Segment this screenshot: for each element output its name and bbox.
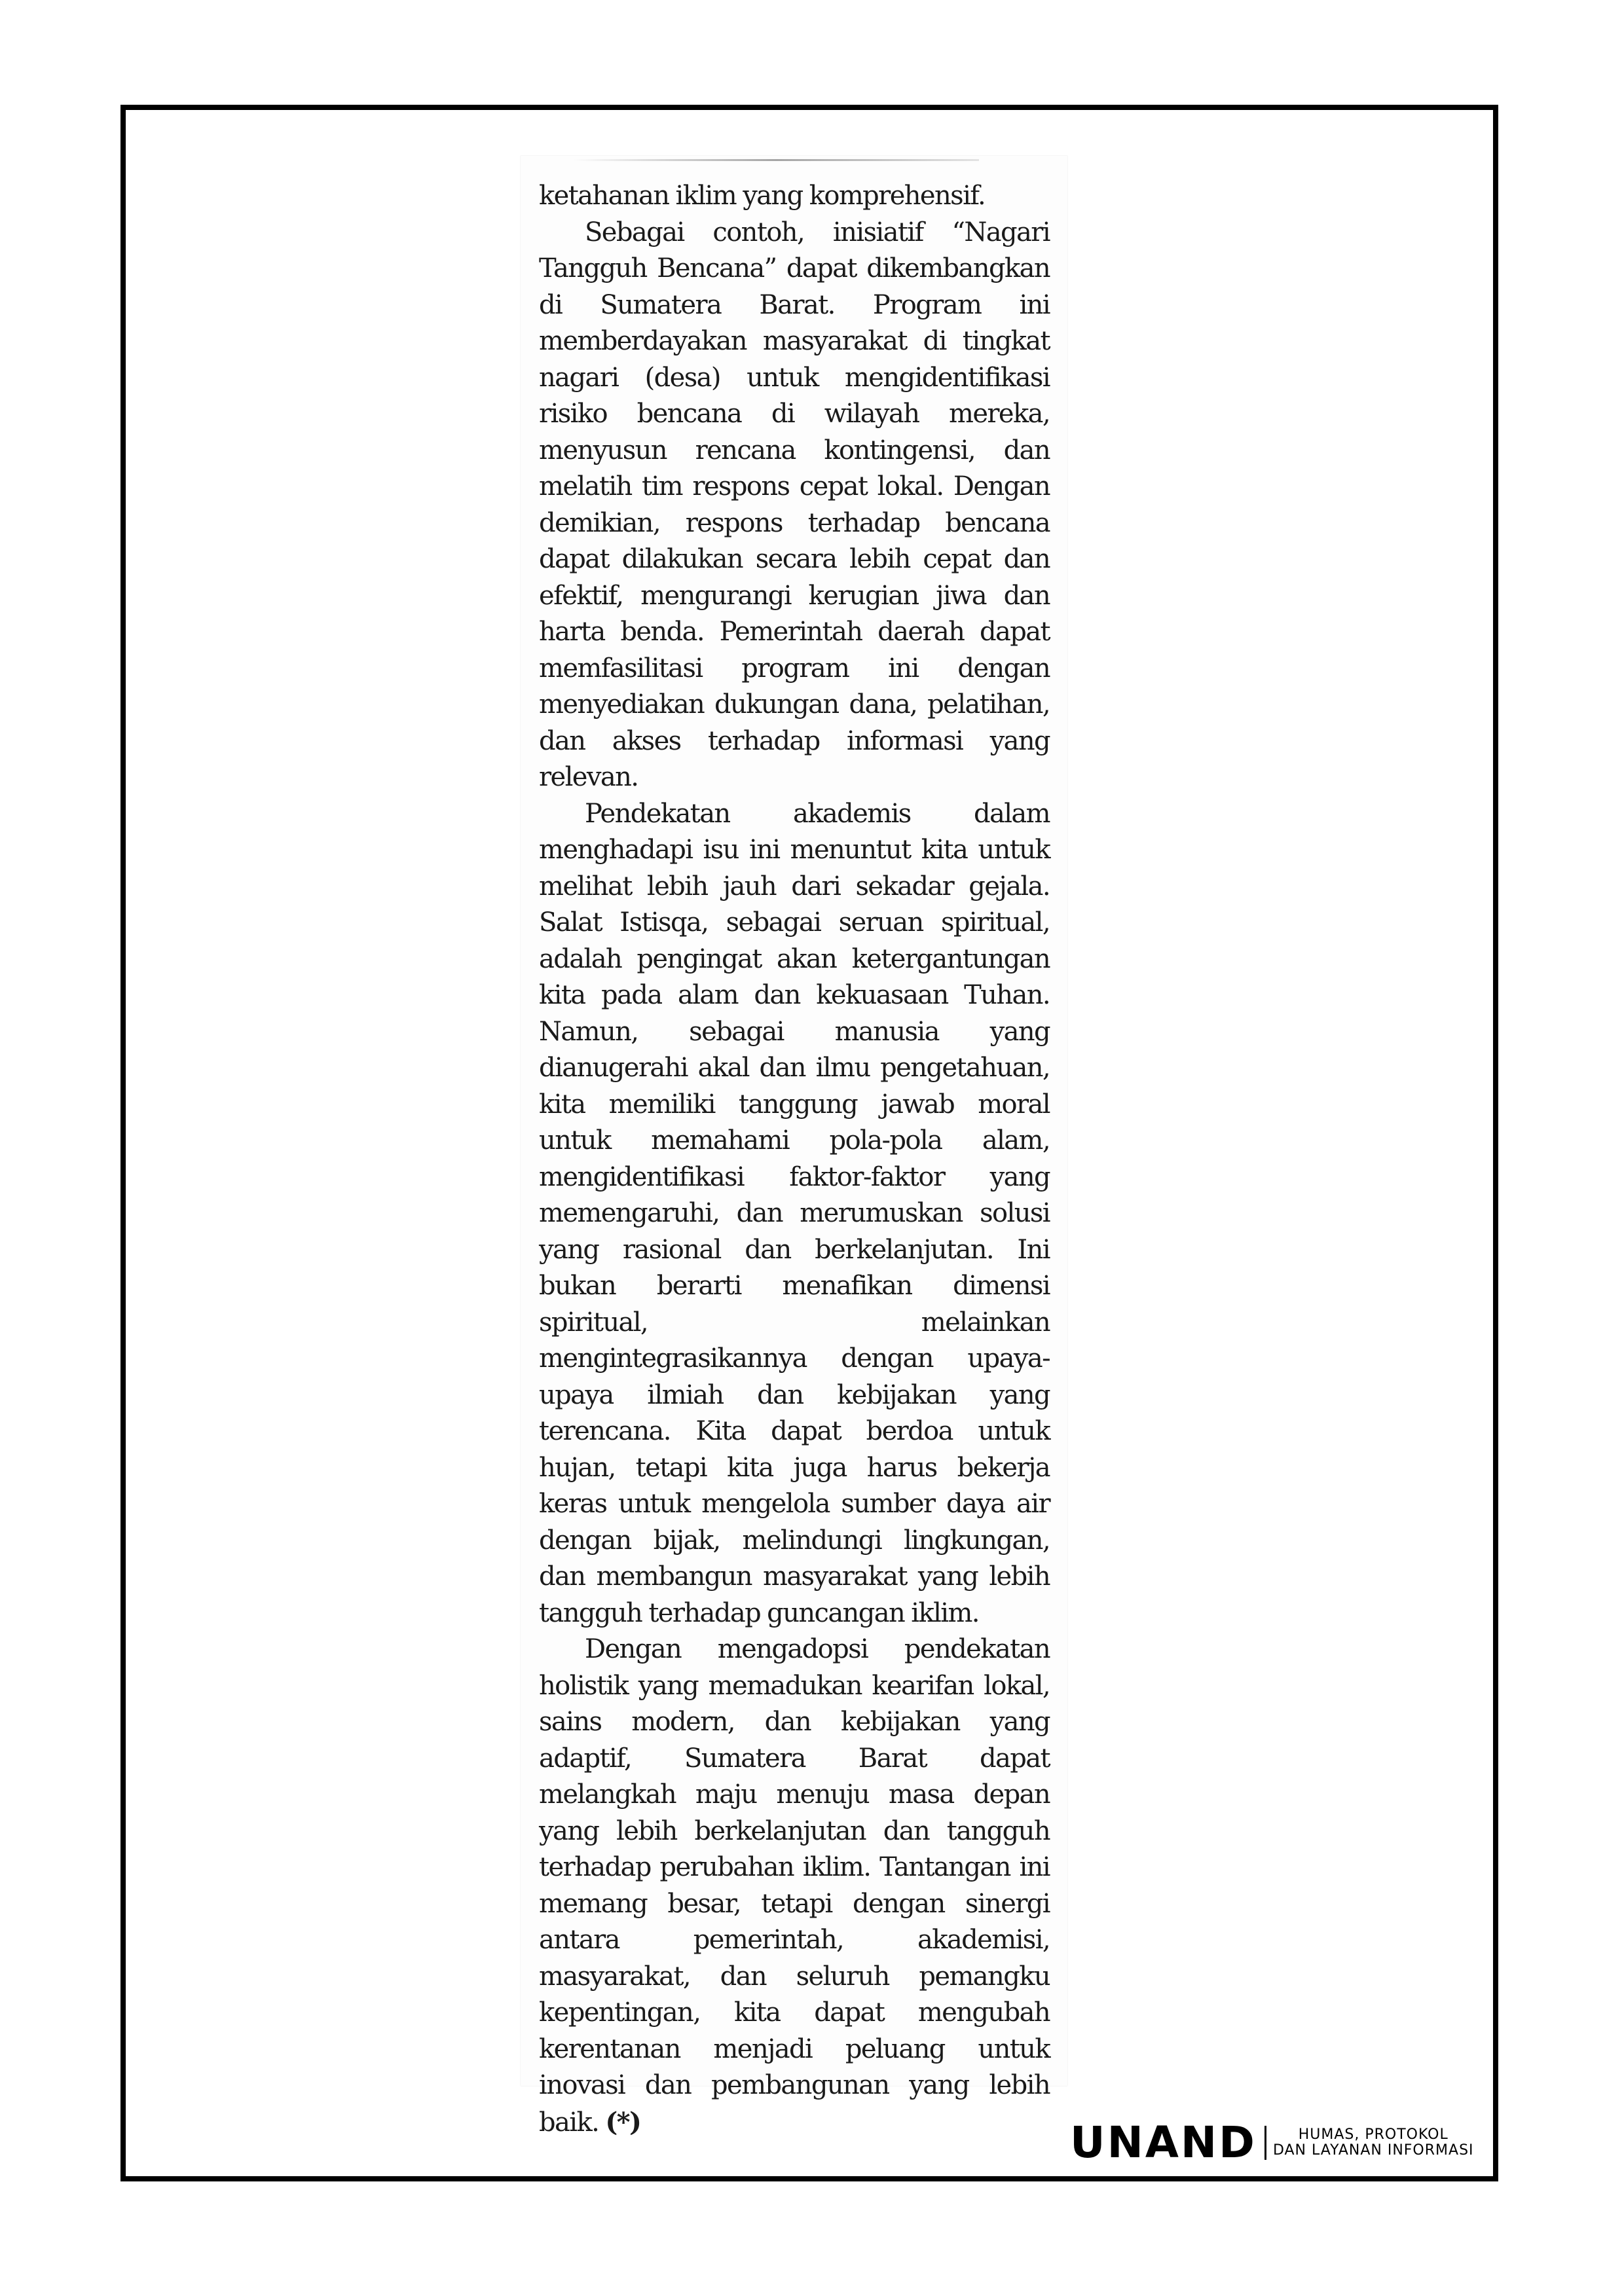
logo-subtitle-line-1: HUMAS, PROTOKOL	[1298, 2126, 1449, 2143]
article-paragraph-4	[539, 1631, 1050, 2141]
logo-wordmark: UNAND	[1070, 2117, 1257, 2168]
logo-divider	[1264, 2126, 1266, 2160]
article-paragraph-2: Sebagai contoh, inisiatif “Nagari Tangguh Bencana” dapat dikembangkan di Sumatera Barat. Program ini memberdayakan masyarakat di tingkat nagari (desa) untuk mengidentifikasi risiko bencana di wilayah mereka, menyusun rencana kontingensi, dan melatih tim respons cepat lokal. Dengan demikian, respons terhadap bencana dapat dilakukan secara lebih cepat dan efektif, mengurangi kerugian jiwa dan harta benda. Pemerintah daerah dapat memfasilitasi program ini dengan menyediakan dukungan dana, pelatihan, dan akses terhadap informasi yang relevan.	[539, 217, 1050, 792]
logo-subtitle-line-2: DAN LAYANAN INFORMASI	[1272, 2142, 1474, 2159]
unand-logo	[1070, 2117, 1474, 2168]
logo-subtitle	[1273, 2127, 1474, 2159]
closing-mark: (*)	[605, 2106, 641, 2138]
newspaper-clipping	[521, 156, 1067, 2138]
article-paragraph-1: ketahanan iklim yang komprehensif.	[539, 181, 986, 211]
article-body	[539, 178, 1050, 2141]
clipping-edge-line	[573, 159, 979, 161]
article-paragraph-3: Pendekatan akademis dalam menghadapi isu ini menuntut kita untuk melihat lebih jauh dari sekadar gejala. Salat Istisqa, sebagai seruan spiritual, adalah pengingat akan ketergantungan kita pada alam dan kekuasaan Tuhan. Namun, sebagai manusia yang dianugerahi akal dan ilmu pengetahuan, kita memiliki tanggung jawab moral untuk memahami pola-pola alam, mengidentifikasi faktor-faktor yang memengaruhi, dan merumuskan solusi yang rasional dan berkelanjutan. Ini bukan berarti menafikan dimensi spiritual, melainkan mengintegrasikannya dengan upaya-upaya ilmiah dan kebijakan yang terencana. Kita dapat berdoa untuk hujan, tetapi kita juga harus bekerja keras untuk mengelola sumber daya air dengan bijak, melindungi lingkungan, dan membangun masyarakat yang lebih tangguh terhadap guncangan iklim.	[539, 798, 1050, 1628]
article-paragraph-4-text: Dengan mengadopsi pendekatan holistik yang memadukan kearifan lokal, sains modern, dan kebijakan yang adaptif, Sumatera Barat dapat melangkah maju menuju masa depan yang lebih berkelanjutan dan tangguh terhadap perubahan iklim. Tantangan ini memang besar, tetapi dengan sinergi antara pemerintah, akademisi, masyarakat, dan seluruh pemangku kepentingan, kita dapat mengubah kerentanan menjadi peluang untuk inovasi dan pembangunan yang lebih baik.	[539, 1634, 1050, 2138]
